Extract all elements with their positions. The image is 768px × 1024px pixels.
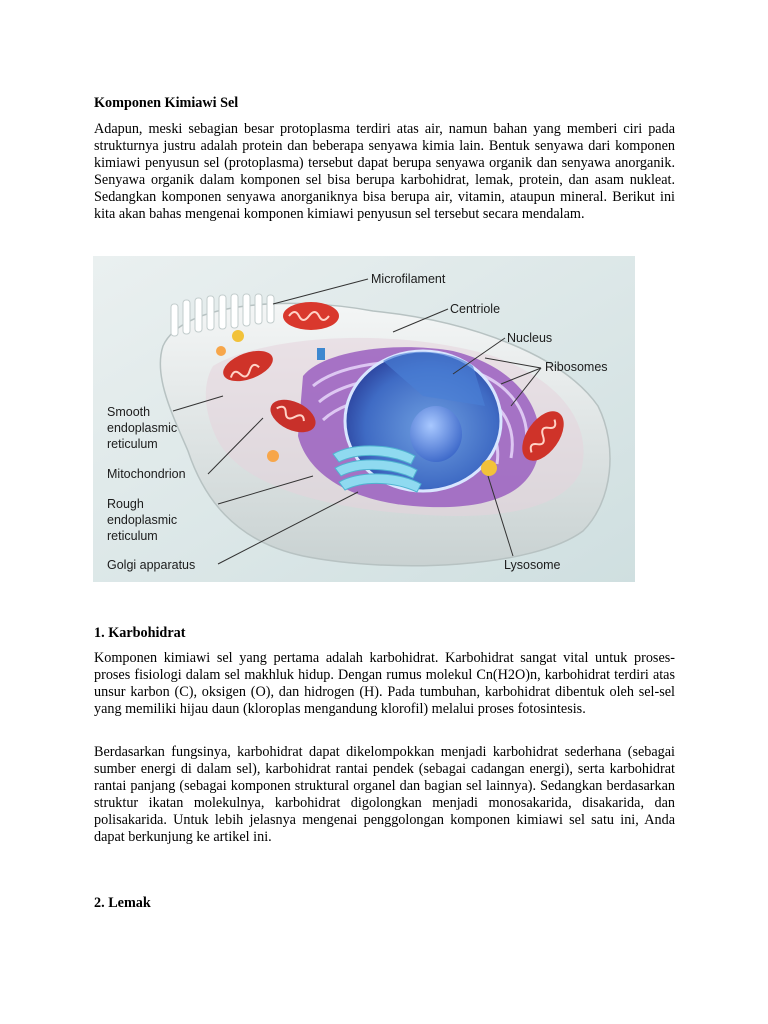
- cell-diagram: [93, 256, 635, 582]
- label-centriole: Centriole: [450, 302, 501, 316]
- section1-title: 1. Karbohidrat: [94, 625, 186, 641]
- cell-illustration: [93, 256, 635, 582]
- label-ribosomes: Ribosomes: [545, 360, 608, 374]
- label-smooth-er-1: Smooth: [107, 405, 151, 419]
- label-rough-er-2: endoplasmic: [107, 513, 178, 527]
- label-lysosome: Lysosome: [504, 558, 561, 572]
- label-rough-er-1: Rough: [107, 497, 144, 511]
- label-smooth-er-3: reticulum: [107, 437, 158, 451]
- label-smooth-er-2: endoplasmic: [107, 421, 178, 435]
- section1-paragraph-1: Komponen kimiawi sel yang pertama adalah karbohidrat. Karbohidrat sangat vital untuk proses-proses fisiologi dalam sel makhluk hidup. Dengan rumus molekul Cn(H2O)n, karbohidrat terdiri atas unsur karbon (C), oksigen (O), dan hidrogen (H). Pada tumbuhan, karbohidrat dibentuk oleh sel-sel yang memiliki hijau daun (kloroplas mengandung klorofil) melalui proses fotosintesis.: [94, 650, 675, 718]
- section-title: Komponen Kimiawi Sel: [94, 95, 239, 111]
- label-nucleus: Nucleus: [507, 331, 553, 345]
- label-golgi: Golgi apparatus: [107, 558, 196, 572]
- section2-title: 2. Lemak: [94, 895, 151, 911]
- label-mitochondrion: Mitochondrion: [107, 467, 186, 481]
- label-microfilament: Microfilament: [371, 272, 446, 286]
- intro-paragraph: Adapun, meski sebagian besar protoplasma terdiri atas air, namun bahan yang memberi ciri pada strukturnya justru adalah protein dan beberapa senyawa kimia lain. Bentuk senyawa dari komponen kimiawi penyusun sel (protoplasma) tersebut dapat berupa senyawa organik dan senyawa anorganik. Senyawa organik dalam komponen sel bisa berupa karbohidrat, lemak, protein, dan asam nukleat. Sedangkan komponen senyawa anorganiknya bisa berupa air, vitamin, ataupun mineral. Berikut ini kita akan bahas mengenai komponen kimiawi penyusun sel tersebut secara mendalam.: [94, 121, 675, 223]
- label-rough-er-3: reticulum: [107, 529, 158, 543]
- section1-paragraph-2: Berdasarkan fungsinya, karbohidrat dapat dikelompokkan menjadi karbohidrat sederhana (sebagai sumber energi di dalam sel), karbohidrat rantai pendek (sebagai cadangan energi), serta karbohidrat rantai panjang (sebagai komponen struktural organel dan bagian sel lainnya). Sedangkan berdasarkan struktur ikatan molekulnya, karbohidrat digolongkan menjadi monosakarida, disakarida, dan polisakarida. Untuk lebih jelasnya mengenai penggolongan komponen kimiawi sel satu ini, Anda dapat berkunjung ke artikel ini.: [94, 744, 675, 846]
